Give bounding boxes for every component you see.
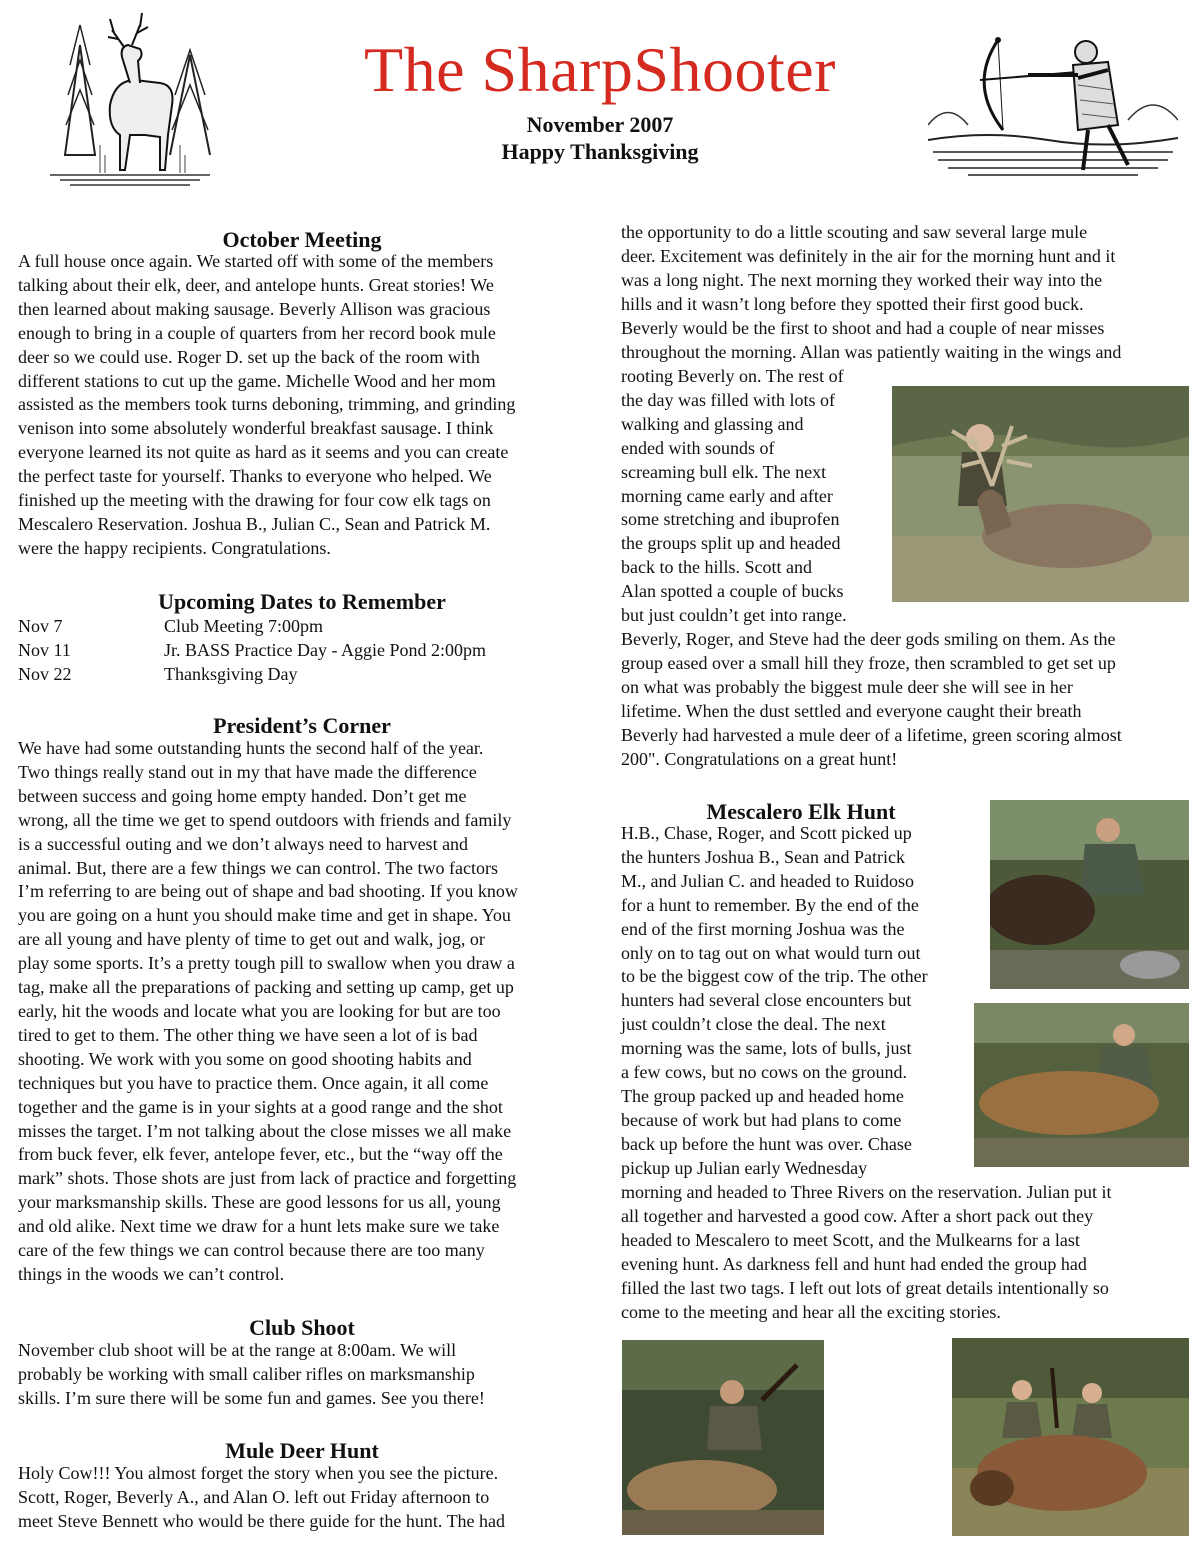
mule-deer-body-continued <box>621 628 1189 771</box>
text-line: evening hunt. As darkness fell and hunt had ended the group had <box>621 1253 1087 1274</box>
text-line: then learned about making sausage. Beverly Allison was gracious <box>18 298 491 319</box>
greeting: Happy Thanksgiving <box>501 139 699 164</box>
text-line: mark” shots. Those shots are just from lack of practice and forgetting <box>18 1168 517 1189</box>
text-line: you are going on a hunt you should make time and get in shape. You <box>18 905 511 926</box>
date-label: Nov 22 <box>18 664 72 684</box>
date-label: Nov 7 <box>18 616 63 636</box>
text-line: because of work but had plans to come <box>621 1109 902 1130</box>
text-line: finished up the meeting with the drawing for four cow elk tags on <box>18 490 491 511</box>
text-line: screaming bull elk. The next <box>621 461 827 482</box>
text-line: morning came early and after <box>621 485 833 506</box>
text-line: We have had some outstanding hunts the second half of the year. <box>18 738 484 758</box>
text-line: M., and Julian C. and headed to Ruidoso <box>621 870 914 891</box>
text-line: assisted as the members took turns deboning, trimming, and grinding <box>18 394 516 415</box>
text-line: throughout the morning. Allan was patiently waiting in the wings and <box>621 341 1122 362</box>
date-row <box>18 662 586 686</box>
heading-mule-deer-hunt: Mule Deer Hunt <box>225 1438 379 1463</box>
text-line: Beverly had harvested a mule deer of a lifetime, green scoring almost <box>621 724 1122 745</box>
text-line: different stations to cut up the game. Michelle Wood and her mom <box>18 370 496 391</box>
elk-hunt-body-wrapped <box>621 822 981 1181</box>
text-line: but just couldn’t get into range. <box>621 605 847 626</box>
text-line: deer so we could use. Roger D. set up the back of the room with <box>18 346 480 367</box>
text-line: morning and headed to Three Rivers on the reservation. Julian put it <box>621 1182 1112 1202</box>
text-line: everyone learned its not quite as hard as it seems and you can create <box>18 442 509 463</box>
text-line: the hunters Joshua B., Sean and Patrick <box>621 846 905 867</box>
elk-hunt-photo-1 <box>990 800 1189 989</box>
text-line: care of the few things we can control because there are too many <box>18 1240 485 1261</box>
text-line: from buck fever, elk fever, antelope fever, etc., but the “way off the <box>18 1144 503 1165</box>
elk-hunt-photo-2 <box>974 1003 1189 1167</box>
newsletter-title: The SharpShooter <box>364 34 836 105</box>
heading-mescalero-elk-hunt: Mescalero Elk Hunt <box>706 799 896 824</box>
mule-deer-body-left <box>18 1462 586 1534</box>
deer-engraving-icon <box>40 5 220 190</box>
text-line: I’m referring to are being out of shape and bad shooting. If you know <box>18 881 518 902</box>
text-line: just couldn’t close the deal. The next <box>621 1014 886 1035</box>
text-line: animal. But, there are a few things we can control. The two factors <box>18 857 498 878</box>
text-line: walking and glassing and <box>621 413 804 434</box>
deer-engraving <box>40 5 220 190</box>
event-label: Jr. BASS Practice Day - Aggie Pond 2:00pm <box>164 640 486 660</box>
text-line: group eased over a small hill they froze, then scrambled to get set up <box>621 652 1116 673</box>
text-line: morning was the same, lots of bulls, just <box>621 1038 912 1059</box>
text-line: only on to tag out on what would turn out <box>621 942 921 963</box>
text-line: the perfect taste for yourself. Thanks to everyone who helped. We <box>18 466 492 487</box>
event-label: Thanksgiving Day <box>164 664 298 684</box>
text-line: back up before the hunt was over. Chase <box>621 1133 912 1154</box>
text-line: 200". Congratulations on a great hunt! <box>621 748 898 769</box>
text-line: a few cows, but no cows on the ground. <box>621 1062 907 1083</box>
text-line: tag, make all the preparations of packing and setting up camp, get up <box>18 977 514 998</box>
text-line: filled the last two tags. I left out lots of great details intentionally so <box>621 1277 1109 1298</box>
elk-hunt-photo-3 <box>622 1340 824 1535</box>
text-line: deer. Excitement was definitely in the air for the morning hunt and it <box>621 245 1116 266</box>
text-line: the groups split up and headed <box>621 533 841 554</box>
text-line: wrong, all the time we get to spend outdoors with friends and family <box>18 809 512 830</box>
text-line: November club shoot will be at the range at 8:00am. We will <box>18 1340 457 1360</box>
text-line: some stretching and ibuprofen <box>621 509 840 530</box>
text-line: H.B., Chase, Roger, and Scott picked up <box>621 823 912 843</box>
club-shoot-body <box>18 1339 586 1411</box>
text-line: enough to bring in a couple of quarters from her record book mule <box>18 322 496 343</box>
text-line: Beverly would be the first to shoot and had a couple of near misses <box>621 317 1105 338</box>
date-label: Nov 11 <box>18 640 71 660</box>
text-line: early, hit the woods and locate what you are looking for but are too <box>18 1000 501 1021</box>
mule-deer-photo <box>892 386 1189 602</box>
text-line: misses the target. I’m not talking about the close misses we all make <box>18 1120 512 1141</box>
text-line: come to the meeting and hear all the exciting stories. <box>621 1301 1001 1322</box>
text-line: to be the biggest cow of the trip. The other <box>621 966 928 987</box>
october-meeting-body <box>18 250 586 561</box>
text-line: are all young and have plenty of time to get out and walk, jog, or <box>18 929 485 950</box>
upcoming-dates-list <box>18 614 586 690</box>
text-line: lifetime. When the dust settled and everyone caught their breath <box>621 700 1082 721</box>
text-line: Alan spotted a couple of bucks <box>621 581 844 602</box>
mule-deer-body-wrapped <box>621 365 883 628</box>
heading-club-shoot: Club Shoot <box>249 1315 355 1340</box>
text-line: was a long night. The next morning they worked their way into the <box>621 269 1103 290</box>
text-line: hunters had several close encounters but <box>621 990 912 1011</box>
text-line: Beverly, Roger, and Steve had the deer gods smiling on them. As the <box>621 629 1116 649</box>
text-line: Two things really stand out in my that have made the difference <box>18 761 477 782</box>
issue-date: November 2007 <box>526 112 674 137</box>
text-line: pickup up Julian early Wednesday <box>621 1157 868 1178</box>
text-line: is a successful outing and we don’t always need to harvest and <box>18 833 469 854</box>
text-line: ended with sounds of <box>621 437 775 458</box>
text-line: together and the game is in your sights at a good range and the shot <box>18 1096 503 1117</box>
text-line: your marksmanship skills. These are good lessons for us all, young <box>18 1192 501 1213</box>
elk-hunt-photo-4 <box>952 1338 1189 1536</box>
text-line: play some sports. It’s a pretty tough pill to swallow when you draw a <box>18 953 515 974</box>
text-line: rooting Beverly on. The rest of <box>621 366 844 386</box>
text-line: venison into some absolutely wonderful breakfast sausage. I think <box>18 418 494 439</box>
event-label: Club Meeting 7:00pm <box>164 616 323 636</box>
text-line: hills and it wasn’t long before they spotted their first good buck. <box>621 293 1084 314</box>
text-line: meet Steve Bennett who would be there guide for the hunt. The had <box>18 1510 506 1531</box>
text-line: tired to get to them. The other thing we have seen a lot of is bad <box>18 1024 478 1045</box>
text-line: shooting. We work with you some on good shooting habits and <box>18 1048 472 1069</box>
text-line: things in the woods we can’t control. <box>18 1263 285 1284</box>
date-row <box>18 614 586 638</box>
text-line: on what was probably the biggest mule deer she will see in her <box>621 676 1073 697</box>
text-line: and old alike. Next time we draw for a hunt lets make sure we take <box>18 1216 500 1237</box>
heading-october-meeting: October Meeting <box>222 227 382 252</box>
text-line: the opportunity to do a little scouting and saw several large mule <box>621 222 1088 242</box>
text-line: Scott, Roger, Beverly A., and Alan O. left out Friday afternoon to <box>18 1486 490 1507</box>
heading-upcoming-dates: Upcoming Dates to Remember <box>158 589 446 614</box>
date-row <box>18 638 586 662</box>
text-line: probably be working with small caliber rifles on marksmanship <box>18 1363 475 1384</box>
bow-hunter-engraving-icon <box>928 30 1178 178</box>
heading-presidents-corner: President’s Corner <box>213 713 391 738</box>
text-line: techniques but you have to practice them. Once again, it all come <box>18 1072 489 1093</box>
elk-hunt-body-full <box>621 1181 1189 1324</box>
text-line: headed to Mescalero to meet Scott, and the Mulkearns for a last <box>621 1229 1080 1250</box>
text-line: talking about their elk, deer, and antelope hunts. Great stories! We <box>18 274 494 295</box>
text-line: skills. I’m sure there will be some fun and games. See you there! <box>18 1387 485 1408</box>
text-line: for a hunt to remember. By the end of the <box>621 894 919 915</box>
text-line: end of the first morning Joshua was the <box>621 918 905 939</box>
text-line: between success and going home empty handed. Don’t get me <box>18 785 467 806</box>
text-line: the day was filled with lots of <box>621 389 835 410</box>
text-line: all together and harvested a good cow. After a short pack out they <box>621 1205 1094 1226</box>
text-line: Holy Cow!!! You almost forget the story when you see the picture. <box>18 1463 499 1483</box>
presidents-corner-body <box>18 737 586 1287</box>
text-line: back to the hills. Scott and <box>621 557 812 578</box>
text-line: A full house once again. We started off with some of the members <box>18 251 494 271</box>
mule-deer-body-right <box>621 221 1189 364</box>
text-line: Mescalero Reservation. Joshua B., Julian C., Sean and Patrick M. <box>18 513 491 534</box>
text-line: The group packed up and headed home <box>621 1085 904 1106</box>
text-line: were the happy recipients. Congratulations. <box>18 537 331 558</box>
bow-hunter-engraving <box>928 30 1178 178</box>
